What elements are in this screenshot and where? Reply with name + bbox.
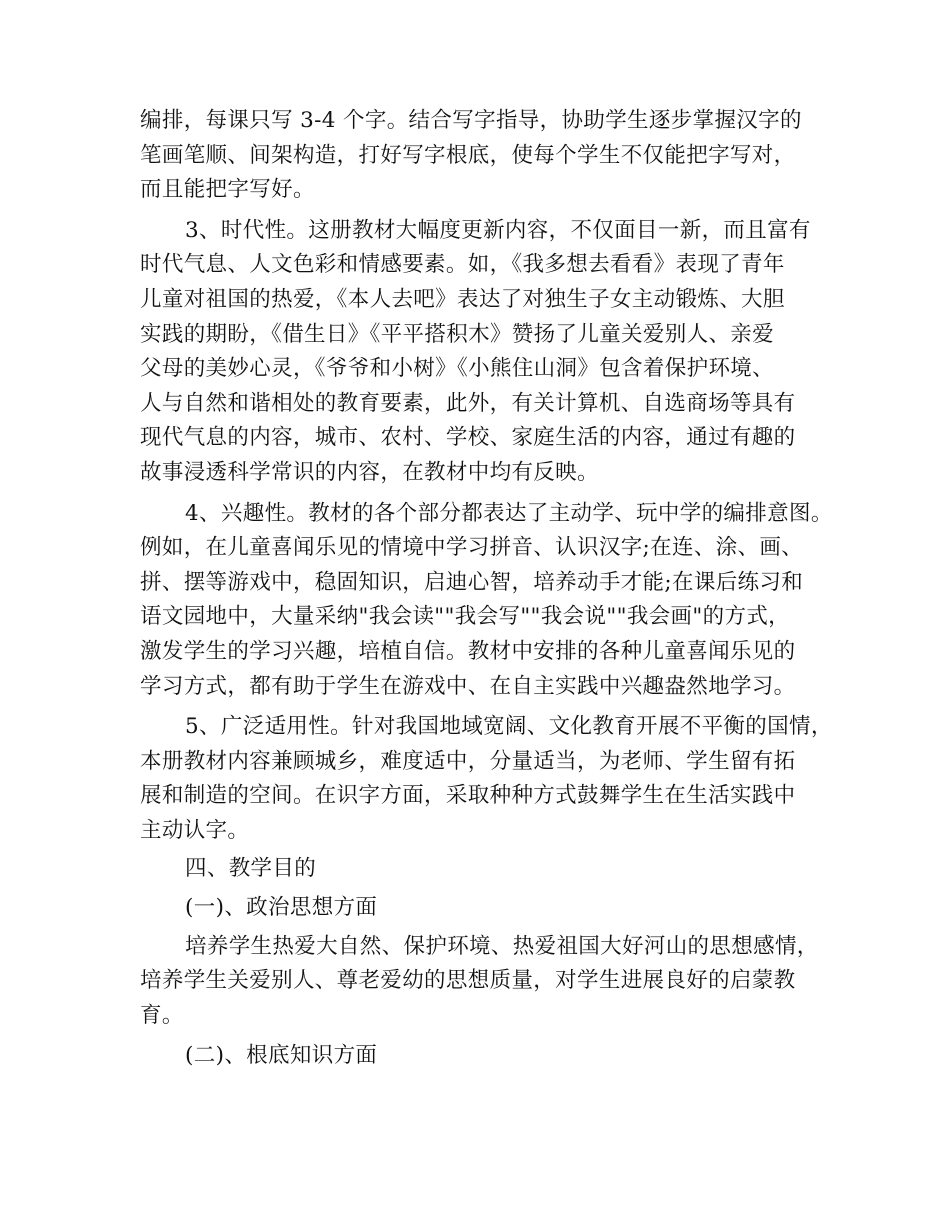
text-line: 故事浸透科学常识的内容，在教材中均有反映。	[140, 459, 599, 485]
text-line: 现代气息的内容，城市、农村、学校、家庭生活的内容，通过有趣的	[140, 425, 796, 451]
subheading-political-thought	[140, 891, 830, 926]
paragraph-timeliness	[140, 214, 830, 491]
text-line: 激发学生的学习兴趣，培植自信。教材中安排的各种儿童喜闻乐见的	[140, 638, 796, 664]
text-line: 例如，在儿童喜闻乐见的情境中学习拼音、认识汉字;在连、涂、画、	[140, 535, 804, 561]
heading-line: (一)、政治思想方面	[185, 895, 378, 921]
text-line: 拼、摆等游戏中，稳固知识，启迪心智，培养动手才能;在课后练习和	[140, 569, 804, 595]
paragraph-interest	[140, 497, 833, 705]
text-line: 人与自然和谐相处的教育要素，此外，有关计算机、自选商场等具有	[140, 390, 796, 416]
paragraph-political-thought	[140, 930, 830, 1034]
text-line: 时代气息、人文色彩和情感要素。如，《我多想去看看》表现了青年	[140, 252, 785, 278]
text-line: 编排，每课只写 3-4 个字。结合写字指导，协助学生逐步掌握汉字的	[140, 108, 802, 133]
document-page	[140, 104, 833, 1074]
text-line: 而且能把字写好。	[140, 177, 315, 203]
text-line: 4、兴趣性。教材的各个部分都表达了主动学、玩中学的编排意图。	[185, 500, 833, 526]
text-line: 父母的美妙心灵，《爷爷和小树》《小熊住山洞》包含着保护环境、	[140, 356, 775, 382]
paragraph-applicability	[140, 710, 833, 848]
text-line: 培养学生热爱大自然、保护环境、热爱祖国大好河山的思想感情，	[185, 933, 819, 959]
text-line: 3、时代性。这册教材大幅度更新内容，不仅面目一新，而且富有	[185, 217, 811, 243]
subheading-basic-knowledge	[140, 1039, 830, 1074]
text-line: 学习方式，都有助于学生在游戏中、在自主实践中兴趣盎然地学习。	[140, 673, 796, 699]
text-line: 笔画笔顺、间架构造，打好写字根底，使每个学生不仅能把字写对，	[140, 142, 796, 168]
text-line: 实践的期盼，《借生日》《平平搭积木》赞扬了儿童关爱别人、亲爱	[140, 321, 775, 347]
text-line: 主动认字。	[140, 817, 250, 843]
heading-line: 四、教学目的	[185, 856, 317, 882]
text-line: 培养学生关爱别人、尊老爱幼的思想质量，对学生进展良好的启蒙教	[140, 968, 796, 994]
heading-line: (二)、根底知识方面	[185, 1043, 378, 1069]
text-line: 语文园地中，大量采纳"我会读""我会写""我会说""我会画"的方式，	[140, 604, 791, 630]
text-line: 5、广泛适用性。针对我国地域宽阔、文化教育开展不平衡的国情，	[185, 714, 833, 740]
text-line: 展和制造的空间。在识字方面，采取种种方式鼓舞学生在生活实践中	[140, 783, 796, 809]
paragraph-writing-guidance	[140, 104, 830, 208]
text-line: 育。	[140, 1002, 184, 1028]
section-heading-teaching-goals	[140, 852, 830, 887]
text-line: 本册教材内容兼顾城乡，难度适中，分量适当，为老师、学生留有拓	[140, 748, 796, 774]
text-line: 儿童对祖国的热爱，《本人去吧》表达了对独生子女主动锻炼、大胆	[140, 286, 785, 312]
